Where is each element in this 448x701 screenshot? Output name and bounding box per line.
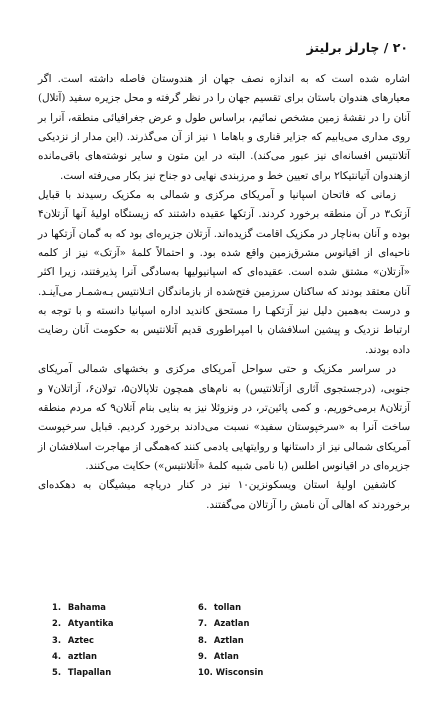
- footnote-term: Azatlan: [213, 618, 250, 629]
- footnote-number: 2.: [52, 618, 62, 629]
- page-number: ۲۰: [392, 40, 408, 55]
- running-header: [307, 40, 408, 55]
- footnote-9: [198, 648, 348, 664]
- footnote-2: [52, 615, 198, 631]
- footnote-term: aztlan: [67, 650, 97, 661]
- paragraph-2: زمانی که فاتحان اسپانیا و آمریکای مرکزی و شمالی به مکزیک رسیدند با قبایل آزتک۳ در آن منطقه برخورد کردند. آزتکها عقیده داشتند که زیستگاه اولیهٔ آنها آزتلان۴ بوده و آنان به‌ناچار در مکزیک اقامت گزیده‌اند. آزتلان جزیره‌ای بود که به گمان آزتکها در ناحیه‌ای از اقیانوس مشرق‌زمین واقع شده بود. و احتمالاً کلمهٔ «آزتک» نیز از کلمه «آزتلان» مشتق شده است. عقیده‌ای که اسپانیولیها به‌سادگی آنرا پذیرفتند، زیرا اکثر آنان معتقد بودند که ساکنان سرزمین فتح‌شده از بازماندگان اتـلانتیس بـه‌شمـار می‌آینـد. و درست به‌همین دلیل نیز آزتکهـا را مستحق کاندید اداره اسپانیا دانسته و با توجه به ارتباط نزدیک و پیشین اسلافشان با امپراطوری قدیم آتلانتیس به حکومت آنان رضایت داده بودند.: [38, 189, 410, 356]
- footnote-term: Atlan: [213, 650, 239, 661]
- footnote-number: 4.: [52, 650, 62, 661]
- footnote-number: 3.: [52, 634, 62, 645]
- footnote-1: [52, 599, 198, 615]
- footnote-8: [198, 632, 348, 648]
- paragraph-1: اشاره شده است که به اندازه نصف جهان از هندوستان فاصله داشته است. اگر معیارهای هندوان باستان برای تقسیم جهان را در نظر گرفته و محل جزیره سفید (آتلال) آنان را در نقشهٔ زمین مشخص نمائیم، براساس طول و عرض جغرافیائی منطقه، آنرا بر روی مداری می‌یابیم که جزایر قناری و باهاما ۱ نیز از آن می‌گذرند. (این مدار از نزدیکی آتلانتیس افسانه‌ای نیز عبور می‌کند). البته در این متون و سایر نوشته‌های باقی‌مانده ازهندوان آتیانتیکا۲ برای تعیین خط و مرزبندی نهایی دو جناح نیز بکار می‌رفته است.: [38, 73, 410, 182]
- footnote-7: [198, 615, 348, 631]
- footnotes: [52, 599, 352, 680]
- footnote-term: Aztec: [67, 634, 94, 645]
- footnote-3: [52, 632, 198, 648]
- footnote-number: 9.: [198, 650, 208, 661]
- footnote-term: Aztlan: [213, 634, 244, 645]
- footnote-number: 10.: [198, 667, 213, 678]
- footnote-number: 7.: [198, 618, 208, 629]
- footnote-term: Wisconsin: [215, 667, 264, 678]
- footnote-6: [198, 599, 348, 615]
- footnote-number: 1.: [52, 602, 62, 612]
- footnote-10: [198, 664, 348, 680]
- header-separator: /: [383, 40, 389, 55]
- body-text: [38, 70, 410, 515]
- footnote-5: [52, 664, 198, 680]
- footnote-4: [52, 648, 198, 664]
- footnote-number: 5.: [52, 667, 62, 678]
- footnote-term: tollan: [213, 602, 242, 612]
- footnote-number: 8.: [198, 634, 208, 645]
- footnote-term: Atyantika: [67, 618, 114, 629]
- footnote-number: 6.: [198, 602, 208, 612]
- paragraph-3: در سراسر مکزیک و حتی سواحل آمریکای مرکزی و بخشهای شمالی آمریکای جنوبی، (درجستجوی آثاری ازآتلانتیس) به نام‌های همچون تلاپالان۵، تولان۶، آزاتلان۷ و آزتلان۸ برمی‌خوریم. و کمی پائین‌تر، در ونزوئلا نیز به بنایی بنام آتلان۹ که مردم منطقه ساخت آنرا به «سرخپوستان سفید» نسبت می‌دادند برخورد کردیم. قبایل سرخپوست آمریکای شمالی نیز از داستانها و روایتهایی یادمی کنند که‌همگی از مهاجرت اسلافشان از جزیره‌ای در اقیانوس اطلس (با نامی شبیه کلمهٔ «آتلانتیس») حکایت می‌کنند.: [38, 363, 410, 472]
- footnote-term: Tlapallan: [67, 667, 112, 678]
- author-name: چارلز برلیتز: [306, 40, 380, 55]
- paragraph-4: کاشفین اولیهٔ استان ویسکونزین۱۰ نیز در کنار دریاچه میشیگان به دهکده‌ای برخوردند که اهالی آن نامش را آزتالان می‌گفتند.: [38, 479, 410, 511]
- footnote-term: Bahama: [67, 602, 106, 612]
